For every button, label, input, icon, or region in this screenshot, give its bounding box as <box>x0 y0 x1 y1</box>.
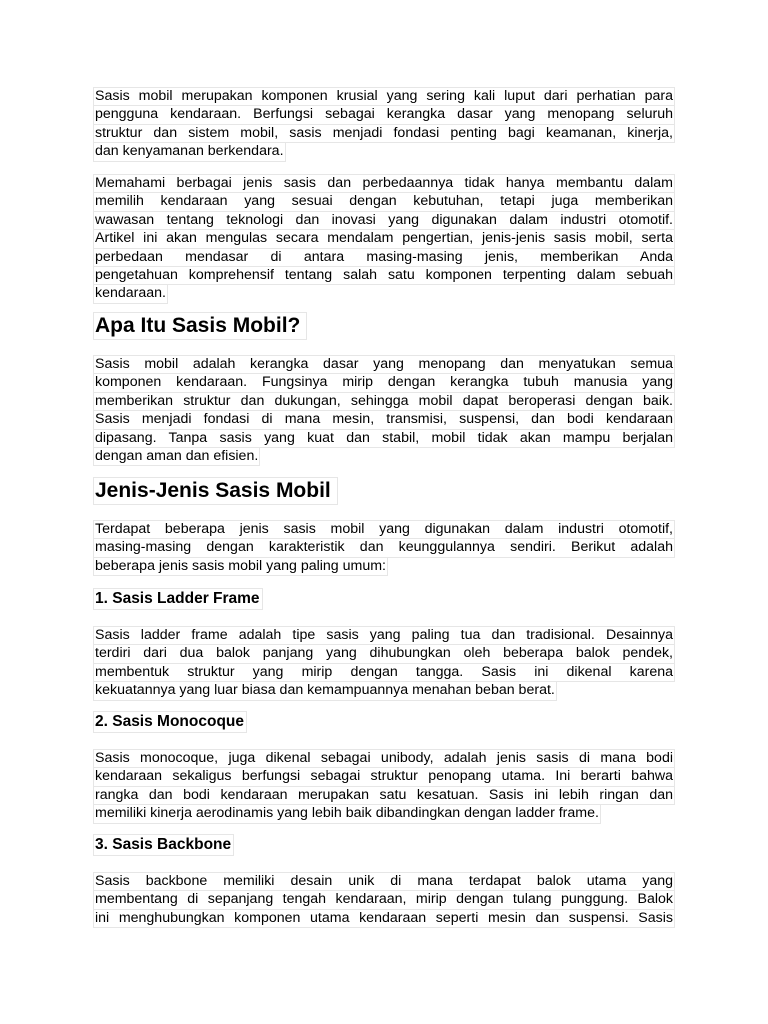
paragraph <box>93 626 675 705</box>
subsection-1-paragraph <box>93 626 675 705</box>
text-line: memilih kendaraan yang sesuai dengan kebutuhan, tetapi juga memberikan <box>93 192 675 211</box>
subsection-3-paragraph <box>93 872 675 927</box>
text-line: memiliki kinerja aerodinamis yang lebih baik dibandingkan dengan ladder frame. <box>93 804 601 823</box>
subsection-heading: 1. Sasis Ladder Frame <box>93 588 263 610</box>
text-line: membentuk struktur yang mirip dengan tangga. Sasis ini dikenal karena <box>93 663 675 682</box>
text-line: kendaraan. <box>93 284 168 303</box>
text-line: beberapa jenis sasis mobil yang paling umum: <box>93 557 388 576</box>
text-line: rangka dan bodi kendaraan merupakan satu kesatuan. Sasis ini lebih ringan dan <box>93 786 675 805</box>
subsection-heading: 3. Sasis Backbone <box>93 834 234 856</box>
text-line: Sasis mobil merupakan komponen krusial yang sering kali luput dari perhatian para <box>93 87 675 106</box>
text-line: Terdapat beberapa jenis sasis mobil yang digunakan dalam industri otomotif, <box>93 520 675 539</box>
section-2-heading-block <box>93 477 675 505</box>
section-heading: Apa Itu Sasis Mobil? <box>93 312 307 340</box>
subsection-2-paragraph <box>93 749 675 828</box>
paragraph <box>93 174 675 308</box>
text-line: terdiri dari dua balok panjang yang dihubungkan oleh beberapa balok pendek, <box>93 644 675 663</box>
text-line: Sasis monocoque, juga dikenal sebagai unibody, adalah jenis sasis di mana bodi <box>93 749 675 768</box>
intro-paragraph-1 <box>93 87 675 166</box>
subsection-3-heading-block <box>93 834 675 856</box>
text-line: Sasis menjadi fondasi di mana mesin, transmisi, suspensi, dan bodi kendaraan <box>93 410 675 429</box>
text-line: pengguna kendaraan. Berfungsi sebagai kerangka dasar yang menopang seluruh <box>93 105 675 124</box>
paragraph <box>93 749 675 828</box>
subsection-heading: 2. Sasis Monocoque <box>93 711 247 733</box>
text-line: Memahami berbagai jenis sasis dan perbedaannya tidak hanya membantu dalam <box>93 174 675 193</box>
text-line: komponen kendaraan. Fungsinya mirip dengan kerangka tubuh manusia yang <box>93 373 675 392</box>
text-line: membentang di sepanjang tengah kendaraan, mirip dengan tulang punggung. Balok <box>93 890 675 909</box>
text-line: kendaraan sekaligus berfungsi sebagai struktur penopang utama. Ini berarti bahwa <box>93 767 675 786</box>
intro-paragraph-2 <box>93 174 675 308</box>
text-line: wawasan tentang teknologi dan inovasi yang digunakan dalam industri otomotif. <box>93 211 675 230</box>
text-line: dan kenyamanan berkendara. <box>93 142 286 161</box>
paragraph <box>93 520 675 581</box>
section-1-heading-block <box>93 312 675 340</box>
text-line: masing-masing dengan karakteristik dan keunggulannya sendiri. Berikut adalah <box>93 538 675 557</box>
section-1-paragraph <box>93 355 675 471</box>
paragraph <box>93 355 675 471</box>
text-line: kekuatannya yang luar biasa dan kemampuannya menahan beban berat. <box>93 681 557 700</box>
paragraph <box>93 87 675 166</box>
text-line: Sasis ladder frame adalah tipe sasis yang paling tua dan tradisional. Desainnya <box>93 626 675 645</box>
text-line: ini menghubungkan komponen utama kendaraan seperti mesin dan suspensi. Sasis <box>93 909 675 928</box>
text-line: dengan aman dan efisien. <box>93 447 260 466</box>
text-line: Sasis mobil adalah kerangka dasar yang menopang dan menyatukan semua <box>93 355 675 374</box>
text-line: perbedaan mendasar di antara masing-masing jenis, memberikan Anda <box>93 248 675 267</box>
text-line: Artikel ini akan mengulas secara mendalam pengertian, jenis-jenis sasis mobil, serta <box>93 229 675 248</box>
text-line: struktur dan sistem mobil, sasis menjadi fondasi penting bagi keamanan, kinerja, <box>93 124 675 143</box>
subsection-2-heading-block <box>93 711 675 733</box>
text-line: pengetahuan komprehensif tentang salah satu komponen terpenting dalam sebuah <box>93 266 675 285</box>
text-line: dipasang. Tanpa sasis yang kuat dan stabil, mobil tidak akan mampu berjalan <box>93 429 675 448</box>
paragraph <box>93 872 675 928</box>
text-line: memberikan struktur dan dukungan, sehingga mobil dapat beroperasi dengan baik. <box>93 392 675 411</box>
section-heading: Jenis-Jenis Sasis Mobil <box>93 477 338 505</box>
section-2-paragraph <box>93 520 675 581</box>
text-line: Sasis backbone memiliki desain unik di mana terdapat balok utama yang <box>93 872 675 891</box>
subsection-1-heading-block <box>93 588 675 610</box>
